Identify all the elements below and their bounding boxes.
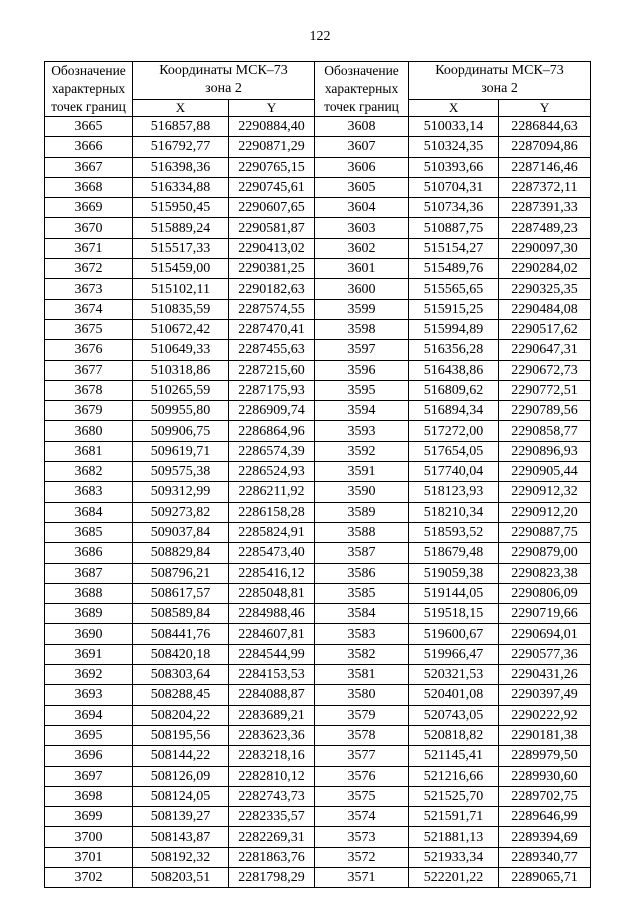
point-id-left: 3671 (45, 238, 133, 258)
coord-y-right: 2290181,38 (499, 725, 591, 745)
coord-x-right: 518593,52 (409, 522, 499, 542)
point-id-left: 3687 (45, 563, 133, 583)
coord-x-right: 518210,34 (409, 502, 499, 522)
coord-x-left: 508796,21 (133, 563, 229, 583)
coordinates-table (44, 61, 591, 888)
coord-y-left: 2284544,99 (229, 644, 315, 664)
table-row (45, 360, 591, 380)
point-id-left: 3676 (45, 340, 133, 360)
table-row (45, 786, 591, 806)
table-row (45, 563, 591, 583)
coord-y-right: 2290397,49 (499, 685, 591, 705)
table-row (45, 543, 591, 563)
point-id-left: 3686 (45, 543, 133, 563)
coord-x-right: 510033,14 (409, 117, 499, 137)
coord-x-right: 515915,25 (409, 299, 499, 319)
coord-y-left: 2286524,93 (229, 462, 315, 482)
coord-y-right: 2290789,56 (499, 401, 591, 421)
coord-x-right: 517272,00 (409, 421, 499, 441)
coord-y-left: 2281863,76 (229, 847, 315, 867)
coord-x-left: 509955,80 (133, 401, 229, 421)
coord-x-left: 508126,09 (133, 766, 229, 786)
coord-y-right: 2289340,77 (499, 847, 591, 867)
point-id-left: 3696 (45, 746, 133, 766)
table-row (45, 583, 591, 603)
table-row (45, 299, 591, 319)
table-row (45, 198, 591, 218)
point-id-left: 3678 (45, 380, 133, 400)
table-row (45, 705, 591, 725)
coord-y-left: 2282269,31 (229, 827, 315, 847)
coord-x-right: 521525,70 (409, 786, 499, 806)
coord-x-right: 515154,27 (409, 238, 499, 258)
point-id-right: 3572 (315, 847, 409, 867)
coord-x-right: 521881,13 (409, 827, 499, 847)
coord-y-right: 2290431,26 (499, 665, 591, 685)
point-id-right: 3571 (315, 867, 409, 887)
coord-y-right: 2289702,75 (499, 786, 591, 806)
coord-x-right: 519600,67 (409, 624, 499, 644)
point-id-left: 3695 (45, 725, 133, 745)
coord-x-left: 508829,84 (133, 543, 229, 563)
coord-y-left: 2283218,16 (229, 746, 315, 766)
coord-y-right: 2290772,51 (499, 380, 591, 400)
table-row (45, 847, 591, 867)
coord-x-right: 510393,66 (409, 157, 499, 177)
coord-y-left: 2287574,55 (229, 299, 315, 319)
coord-x-left: 516334,88 (133, 177, 229, 197)
coord-x-right: 521145,41 (409, 746, 499, 766)
coord-x-left: 510318,86 (133, 360, 229, 380)
coord-x-left: 508192,32 (133, 847, 229, 867)
point-id-right: 3580 (315, 685, 409, 705)
table-row (45, 380, 591, 400)
point-id-left: 3690 (45, 624, 133, 644)
point-label-header-left: Обозначение характерных точек границ (45, 62, 133, 117)
table-row (45, 746, 591, 766)
axis-x-header-left: X (133, 99, 229, 116)
coord-y-right: 2287146,46 (499, 157, 591, 177)
coord-x-left: 510835,59 (133, 299, 229, 319)
coord-y-left: 2290871,29 (229, 137, 315, 157)
coord-y-left: 2284088,87 (229, 685, 315, 705)
point-id-right: 3581 (315, 665, 409, 685)
point-id-right: 3589 (315, 502, 409, 522)
point-id-left: 3694 (45, 705, 133, 725)
table-row (45, 421, 591, 441)
table-row (45, 177, 591, 197)
point-id-right: 3604 (315, 198, 409, 218)
coord-x-left: 508617,57 (133, 583, 229, 603)
table-row (45, 340, 591, 360)
point-id-left: 3674 (45, 299, 133, 319)
coord-x-left: 515517,33 (133, 238, 229, 258)
point-id-right: 3600 (315, 279, 409, 299)
coord-y-right: 2290647,31 (499, 340, 591, 360)
coord-y-right: 2287094,86 (499, 137, 591, 157)
coord-x-right: 516438,86 (409, 360, 499, 380)
coord-x-left: 515950,45 (133, 198, 229, 218)
coord-x-left: 509906,75 (133, 421, 229, 441)
point-id-left: 3697 (45, 766, 133, 786)
point-id-right: 3578 (315, 725, 409, 745)
coord-x-left: 516398,36 (133, 157, 229, 177)
table-row (45, 827, 591, 847)
coord-x-left: 515889,24 (133, 218, 229, 238)
table-row (45, 624, 591, 644)
point-id-left: 3673 (45, 279, 133, 299)
point-id-right: 3594 (315, 401, 409, 421)
coord-y-left: 2283623,36 (229, 725, 315, 745)
coord-x-right: 521216,66 (409, 766, 499, 786)
coord-y-left: 2290607,65 (229, 198, 315, 218)
coord-y-left: 2284153,53 (229, 665, 315, 685)
point-id-left: 3700 (45, 827, 133, 847)
coord-y-right: 2290484,08 (499, 299, 591, 319)
coord-x-right: 510734,36 (409, 198, 499, 218)
table-row (45, 157, 591, 177)
coord-x-left: 508144,22 (133, 746, 229, 766)
table-row (45, 482, 591, 502)
coord-y-left: 2286158,28 (229, 502, 315, 522)
point-id-left: 3681 (45, 441, 133, 461)
point-id-right: 3602 (315, 238, 409, 258)
coord-y-left: 2285416,12 (229, 563, 315, 583)
table-row (45, 725, 591, 745)
coord-y-right: 2290672,73 (499, 360, 591, 380)
point-id-left: 3684 (45, 502, 133, 522)
point-id-left: 3668 (45, 177, 133, 197)
table-row (45, 604, 591, 624)
point-id-right: 3573 (315, 827, 409, 847)
coord-y-right: 2287391,33 (499, 198, 591, 218)
coord-y-left: 2286909,74 (229, 401, 315, 421)
coord-x-left: 509575,38 (133, 462, 229, 482)
coord-x-left: 510265,59 (133, 380, 229, 400)
coord-x-left: 508124,05 (133, 786, 229, 806)
point-id-left: 3699 (45, 807, 133, 827)
coord-y-left: 2290182,63 (229, 279, 315, 299)
coords-header-left: Координаты МСК–73 зона 2 (133, 62, 315, 100)
coord-y-right: 2290887,75 (499, 522, 591, 542)
coord-x-left: 508441,76 (133, 624, 229, 644)
coord-y-right: 2290912,32 (499, 482, 591, 502)
point-id-left: 3692 (45, 665, 133, 685)
coord-y-left: 2284607,81 (229, 624, 315, 644)
coord-x-right: 516356,28 (409, 340, 499, 360)
coord-x-right: 522201,22 (409, 867, 499, 887)
table-row (45, 238, 591, 258)
point-id-right: 3607 (315, 137, 409, 157)
table-row (45, 462, 591, 482)
table-row (45, 522, 591, 542)
point-id-left: 3689 (45, 604, 133, 624)
coord-x-right: 516809,62 (409, 380, 499, 400)
coord-x-right: 519966,47 (409, 644, 499, 664)
coord-x-left: 508203,51 (133, 867, 229, 887)
table-row (45, 685, 591, 705)
point-id-right: 3584 (315, 604, 409, 624)
point-id-right: 3601 (315, 259, 409, 279)
coord-y-right: 2290284,02 (499, 259, 591, 279)
coord-x-right: 519518,15 (409, 604, 499, 624)
coord-y-right: 2290694,01 (499, 624, 591, 644)
coord-y-left: 2290745,61 (229, 177, 315, 197)
coord-y-right: 2286844,63 (499, 117, 591, 137)
table-row (45, 137, 591, 157)
table-row (45, 401, 591, 421)
coord-x-right: 518123,93 (409, 482, 499, 502)
table-row (45, 644, 591, 664)
point-id-right: 3591 (315, 462, 409, 482)
coord-y-left: 2287215,60 (229, 360, 315, 380)
point-id-right: 3574 (315, 807, 409, 827)
coord-y-left: 2286574,39 (229, 441, 315, 461)
coord-x-left: 509312,99 (133, 482, 229, 502)
coord-y-left: 2285824,91 (229, 522, 315, 542)
coord-y-left: 2290884,40 (229, 117, 315, 137)
point-id-left: 3683 (45, 482, 133, 502)
coord-x-right: 520743,05 (409, 705, 499, 725)
coord-y-left: 2282810,12 (229, 766, 315, 786)
coord-x-left: 508589,84 (133, 604, 229, 624)
coord-x-left: 510672,42 (133, 319, 229, 339)
point-id-right: 3608 (315, 117, 409, 137)
coord-y-right: 2287372,11 (499, 177, 591, 197)
point-id-left: 3698 (45, 786, 133, 806)
point-id-left: 3693 (45, 685, 133, 705)
point-id-right: 3576 (315, 766, 409, 786)
point-id-right: 3575 (315, 786, 409, 806)
point-id-left: 3675 (45, 319, 133, 339)
point-id-left: 3677 (45, 360, 133, 380)
point-id-left: 3702 (45, 867, 133, 887)
point-id-right: 3603 (315, 218, 409, 238)
coord-x-left: 510649,33 (133, 340, 229, 360)
point-id-right: 3595 (315, 380, 409, 400)
point-id-right: 3587 (315, 543, 409, 563)
coord-y-right: 2290858,77 (499, 421, 591, 441)
coord-x-left: 516857,88 (133, 117, 229, 137)
page-number: 122 (309, 29, 331, 44)
coord-x-right: 510887,75 (409, 218, 499, 238)
point-id-right: 3596 (315, 360, 409, 380)
table-row (45, 259, 591, 279)
coord-x-left: 508303,64 (133, 665, 229, 685)
coord-y-right: 2289930,60 (499, 766, 591, 786)
coord-y-right: 2289646,99 (499, 807, 591, 827)
coord-y-left: 2287175,93 (229, 380, 315, 400)
coord-y-right: 2290325,35 (499, 279, 591, 299)
point-id-left: 3667 (45, 157, 133, 177)
coord-x-right: 515994,89 (409, 319, 499, 339)
coord-y-right: 2290896,93 (499, 441, 591, 461)
coord-y-left: 2282743,73 (229, 786, 315, 806)
table-row (45, 867, 591, 887)
coord-x-left: 508288,45 (133, 685, 229, 705)
point-id-left: 3679 (45, 401, 133, 421)
point-id-right: 3606 (315, 157, 409, 177)
coord-x-right: 519059,38 (409, 563, 499, 583)
coords-header-right: Координаты МСК–73 зона 2 (409, 62, 591, 100)
coord-x-left: 509037,84 (133, 522, 229, 542)
table-row (45, 218, 591, 238)
coord-x-left: 508139,27 (133, 807, 229, 827)
coord-y-left: 2285473,40 (229, 543, 315, 563)
coord-x-right: 517654,05 (409, 441, 499, 461)
coord-y-right: 2290905,44 (499, 462, 591, 482)
coord-y-left: 2286211,92 (229, 482, 315, 502)
coord-x-right: 520818,82 (409, 725, 499, 745)
point-id-right: 3593 (315, 421, 409, 441)
coord-x-left: 509273,82 (133, 502, 229, 522)
point-id-right: 3583 (315, 624, 409, 644)
point-label-header-right: Обозначение характерных точек границ (315, 62, 409, 117)
coord-x-right: 518679,48 (409, 543, 499, 563)
coord-x-right: 521591,71 (409, 807, 499, 827)
coord-y-right: 2290719,66 (499, 604, 591, 624)
coord-x-right: 519144,05 (409, 583, 499, 603)
coord-x-right: 515565,65 (409, 279, 499, 299)
coord-x-left: 508195,56 (133, 725, 229, 745)
coord-x-right: 521933,34 (409, 847, 499, 867)
coord-x-right: 510704,31 (409, 177, 499, 197)
coord-y-left: 2284988,46 (229, 604, 315, 624)
coord-y-left: 2287470,41 (229, 319, 315, 339)
coord-x-left: 516792,77 (133, 137, 229, 157)
point-id-left: 3682 (45, 462, 133, 482)
point-id-left: 3670 (45, 218, 133, 238)
point-id-right: 3588 (315, 522, 409, 542)
coord-y-right: 2290912,20 (499, 502, 591, 522)
table-body (45, 117, 591, 888)
table-row (45, 319, 591, 339)
coord-y-left: 2290381,25 (229, 259, 315, 279)
point-id-right: 3586 (315, 563, 409, 583)
table-row (45, 807, 591, 827)
point-id-right: 3577 (315, 746, 409, 766)
axis-y-header-right: Y (499, 99, 591, 116)
table-row (45, 117, 591, 137)
coord-x-right: 520401,08 (409, 685, 499, 705)
coord-y-left: 2283689,21 (229, 705, 315, 725)
coord-y-left: 2290581,87 (229, 218, 315, 238)
coord-x-right: 510324,35 (409, 137, 499, 157)
coord-x-right: 516894,34 (409, 401, 499, 421)
coord-y-right: 2290097,30 (499, 238, 591, 258)
coord-x-right: 517740,04 (409, 462, 499, 482)
point-id-left: 3688 (45, 583, 133, 603)
coord-x-right: 520321,53 (409, 665, 499, 685)
coord-x-left: 508204,22 (133, 705, 229, 725)
point-id-left: 3701 (45, 847, 133, 867)
coord-x-left: 515102,11 (133, 279, 229, 299)
point-id-right: 3598 (315, 319, 409, 339)
coord-y-left: 2290765,15 (229, 157, 315, 177)
coord-y-right: 2289065,71 (499, 867, 591, 887)
point-id-right: 3590 (315, 482, 409, 502)
coord-y-right: 2290517,62 (499, 319, 591, 339)
point-id-left: 3680 (45, 421, 133, 441)
coord-y-right: 2290823,38 (499, 563, 591, 583)
coord-y-left: 2286864,96 (229, 421, 315, 441)
coord-y-right: 2290806,09 (499, 583, 591, 603)
point-id-right: 3599 (315, 299, 409, 319)
coord-y-right: 2290879,00 (499, 543, 591, 563)
point-id-right: 3582 (315, 644, 409, 664)
point-id-left: 3691 (45, 644, 133, 664)
point-id-left: 3669 (45, 198, 133, 218)
point-id-left: 3672 (45, 259, 133, 279)
coord-y-right: 2290577,36 (499, 644, 591, 664)
coord-x-left: 509619,71 (133, 441, 229, 461)
axis-y-header-left: Y (229, 99, 315, 116)
coord-y-left: 2285048,81 (229, 583, 315, 603)
table-row (45, 279, 591, 299)
coord-x-left: 515459,00 (133, 259, 229, 279)
point-id-left: 3685 (45, 522, 133, 542)
point-id-right: 3585 (315, 583, 409, 603)
coord-x-right: 515489,76 (409, 259, 499, 279)
point-id-right: 3605 (315, 177, 409, 197)
coord-y-left: 2290413,02 (229, 238, 315, 258)
point-id-left: 3665 (45, 117, 133, 137)
point-id-right: 3592 (315, 441, 409, 461)
table-row (45, 502, 591, 522)
coord-x-left: 508420,18 (133, 644, 229, 664)
coord-y-left: 2287455,63 (229, 340, 315, 360)
coord-y-right: 2290222,92 (499, 705, 591, 725)
coord-y-right: 2287489,23 (499, 218, 591, 238)
coord-y-left: 2282335,57 (229, 807, 315, 827)
point-id-left: 3666 (45, 137, 133, 157)
axis-x-header-right: X (409, 99, 499, 116)
table-row (45, 441, 591, 461)
coord-y-left: 2281798,29 (229, 867, 315, 887)
table-row (45, 766, 591, 786)
point-id-right: 3597 (315, 340, 409, 360)
table-row (45, 665, 591, 685)
coord-y-right: 2289979,50 (499, 746, 591, 766)
point-id-right: 3579 (315, 705, 409, 725)
coord-x-left: 508143,87 (133, 827, 229, 847)
coord-y-right: 2289394,69 (499, 827, 591, 847)
